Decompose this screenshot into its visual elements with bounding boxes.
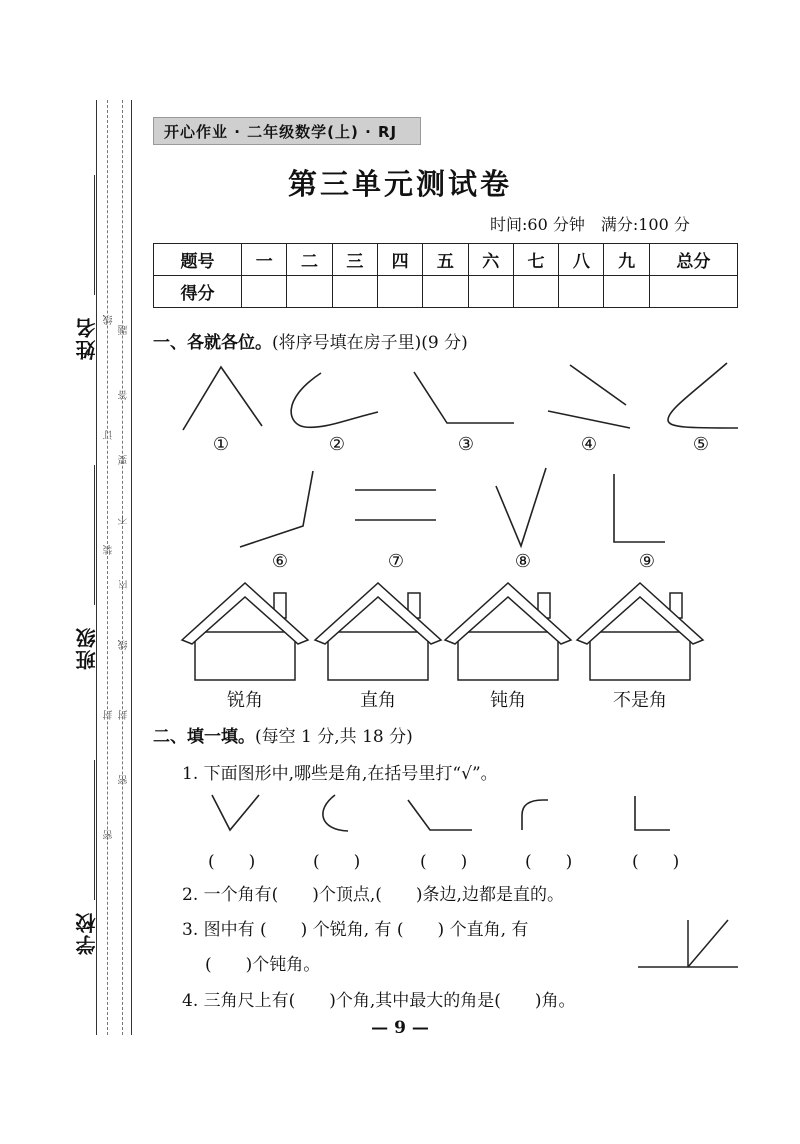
seal-char: 装 bbox=[104, 545, 115, 555]
figure-number: ⑨ bbox=[638, 551, 656, 572]
figure-number: ② bbox=[328, 434, 346, 455]
series-banner: 开心作业 · 二年级数学(上) · RJ bbox=[153, 117, 421, 145]
question-3-line-1: 3. 图中有 ( ) 个锐角, 有 ( ) 个直角, 有 bbox=[182, 920, 529, 940]
house-label: 锐角 bbox=[227, 690, 263, 711]
seal-char: 题 bbox=[119, 325, 130, 335]
house-label: 钝角 bbox=[490, 690, 526, 711]
table-cell: 题号 bbox=[154, 244, 242, 276]
figure-number: ⑤ bbox=[692, 434, 710, 455]
seal-char: 线 bbox=[119, 640, 130, 650]
figure-number: ⑧ bbox=[514, 551, 532, 572]
table-cell: 二 bbox=[287, 244, 332, 276]
house-label: 直角 bbox=[360, 690, 396, 711]
question-2: 2. 一个角有( )个顶点,( )条边,边都是直的。 bbox=[182, 885, 564, 905]
table-cell: 一 bbox=[242, 244, 287, 276]
table-cell: 六 bbox=[468, 244, 513, 276]
figure-number: ① bbox=[212, 434, 230, 455]
table-cell: 得分 bbox=[154, 276, 242, 308]
name-label: 姓名 bbox=[75, 316, 99, 360]
seal-char: 密 bbox=[104, 830, 115, 840]
table-cell: 总分 bbox=[649, 244, 737, 276]
section-2-title: 二、填一填。 bbox=[153, 727, 255, 747]
class-label: 班级 bbox=[75, 626, 99, 670]
school-label: 学校 bbox=[75, 911, 99, 955]
seal-char: 答 bbox=[119, 390, 130, 400]
page-number: — 9 — bbox=[371, 1018, 429, 1038]
question-1: 1. 下面图形中,哪些是角,在括号里打“√”。 bbox=[182, 764, 498, 784]
answer-paren[interactable]: ( ) bbox=[632, 852, 680, 872]
answer-paren[interactable]: ( ) bbox=[525, 852, 573, 872]
figure-number: ⑥ bbox=[271, 551, 289, 572]
table-cell: 三 bbox=[332, 244, 377, 276]
seal-char: 要 bbox=[119, 455, 130, 465]
section-2-note: (每空 1 分,共 18 分) bbox=[255, 727, 413, 747]
seal-char: 内 bbox=[119, 580, 130, 590]
time-info: 时间:60 分钟 满分:100 分 bbox=[490, 215, 690, 234]
seal-char: 线 bbox=[104, 315, 115, 325]
seal-char: 封 bbox=[119, 710, 130, 720]
section-1-note: (将序号填在房子里)(9 分) bbox=[272, 333, 468, 353]
figure-number: ④ bbox=[580, 434, 598, 455]
table-cell: 五 bbox=[423, 244, 468, 276]
table-cell: 七 bbox=[513, 244, 558, 276]
table-cell: 九 bbox=[604, 244, 649, 276]
question-3-line-2: ( )个钝角。 bbox=[205, 955, 321, 975]
seal-char: 密 bbox=[119, 775, 130, 785]
section-1-title: 一、各就各位。 bbox=[153, 333, 272, 353]
figure-number: ⑦ bbox=[387, 551, 405, 572]
seal-char: 不 bbox=[119, 515, 130, 525]
answer-paren[interactable]: ( ) bbox=[420, 852, 468, 872]
house-label: 不是角 bbox=[613, 690, 667, 711]
table-cell: 八 bbox=[559, 244, 604, 276]
question-4: 4. 三角尺上有( )个角,其中最大的角是( )角。 bbox=[182, 991, 576, 1011]
figure-number: ③ bbox=[457, 434, 475, 455]
seal-char: 订 bbox=[104, 430, 115, 440]
answer-paren[interactable]: ( ) bbox=[208, 852, 256, 872]
answer-paren[interactable]: ( ) bbox=[313, 852, 361, 872]
table-cell: 四 bbox=[377, 244, 422, 276]
page-title: 第三单元测试卷 bbox=[287, 167, 512, 201]
seal-char: 封 bbox=[104, 710, 115, 720]
